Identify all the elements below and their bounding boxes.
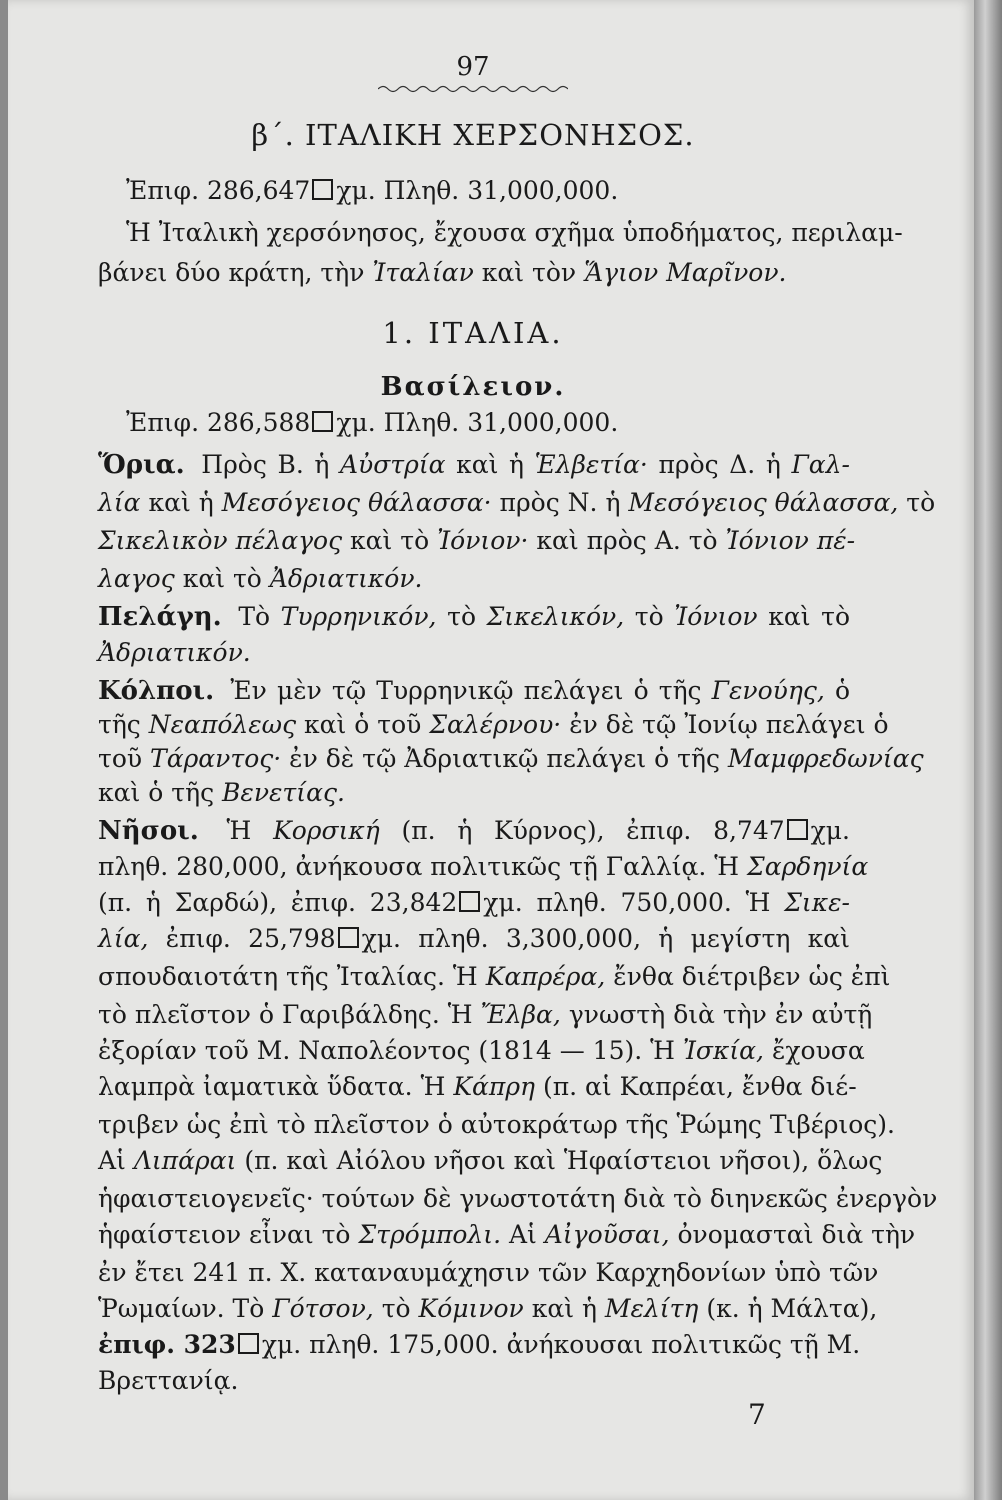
square-symbol-icon [459, 891, 480, 912]
square-symbol-icon [787, 819, 808, 840]
square-symbol-icon [238, 1333, 259, 1354]
intro-stats: Ἐπιφ. 286,647 χμ. Πληθ. 31,000,000. [126, 176, 619, 205]
nisoi-line-7: ἐξορίαν τοῦ Μ. Ναπολέοντος (1814 — 15). Ἡ Ἰσκία, ἔχουσα [98, 1036, 865, 1065]
nisoi-line-8: λαμπρὰ ἰαματικὰ ὕδατα. Ἡ Κάπρη (π. αἱ Καπρέαι, ἔνθα διέ- [98, 1072, 857, 1101]
kolpoi-line-2: τῆς Νεαπόλεως καὶ ὁ τοῦ Σαλέρνου· ἐν δὲ τῷ Ἰονίῳ πελάγει ὁ [98, 710, 889, 739]
section-title: β΄. ΙΤΑΛΙΚΗ ΧΕΡΣΟΝΗΣΟΣ. [251, 118, 695, 152]
square-symbol-icon [338, 927, 359, 948]
nisoi-line-4: λία, ἐπιφ. 25,798 χμ. πληθ. 3,300,000, ἡ μεγίστη καὶ [98, 924, 850, 953]
square-symbol-icon [312, 411, 333, 432]
nisoi-line-3: (π. ἡ Σαρδώ), ἐπιφ. 23,842 χμ. πληθ. 750,000. Ἡ Σικε- [98, 888, 850, 917]
kolpoi-line-3: τοῦ Τάραντος· ἐν δὲ τῷ Ἀδριατικῷ πελάγει ὁ τῆς Μαμφρεδωνίας [98, 744, 924, 773]
kingdom-stats: Ἐπιφ. 286,588 χμ. Πληθ. 31,000,000. [126, 408, 619, 437]
nisoi-line-2: πληθ. 280,000, ἀνήκουσα πολιτικῶς τῇ Γαλλίᾳ. Ἡ Σαρδηνία [98, 852, 869, 881]
kolpoi-line-4: καὶ ὁ τῆς Βενετίας. [98, 778, 345, 807]
nisoi-line-11: ἡφαιστειογενεῖς· τούτων δὲ γνωστοτάτη διὰ τὸ διηνεκῶς ἐνεργὸν [98, 1184, 938, 1213]
book-page [8, 0, 974, 1500]
country-title: 1. ΙΤΑΛΙΑ. [382, 316, 564, 350]
square-symbol-icon [312, 179, 333, 200]
nisoi-line-10: Αἱ Λιπάραι (π. καὶ Αἰόλου νῆσοι καὶ Ἡφαίστειοι νῆσοι), ὅλως [98, 1146, 883, 1175]
intro-line-1: Ἡ Ἰταλικὴ χερσόνησος, ἔχουσα σχῆμα ὑποδήματος, περιλαμ- [126, 218, 903, 247]
nisoi-line-9: τριβεν ὡς ἐπὶ τὸ πλεῖστον ὁ αὐτοκράτωρ τῆς Ῥώμης Τιβέριος). [98, 1110, 895, 1139]
nisoi-line-12: ἡφαίστειον εἶναι τὸ Στρόμπολι. Αἱ Αἰγοῦσαι, ὀνομασταὶ διὰ τὴν [98, 1220, 916, 1249]
nisoi-line-14: Ῥωμαίων. Τὸ Γότσον, τὸ Κόμινον καὶ ἡ Μελίτη (κ. ἡ Μάλτα), [98, 1294, 878, 1323]
oria-line-2: λία καὶ ἡ Μεσόγειος θάλασσα· πρὸς Ν. ἡ Μεσόγειος θάλασσα, τὸ [98, 488, 936, 517]
pelagi-line-2: Ἀδριατικόν. [98, 638, 251, 667]
signature-mark: 7 [748, 1398, 766, 1431]
oria-line-4: λαγος καὶ τὸ Ἀδριατικόν. [98, 564, 423, 593]
nisoi-line-15: ἐπιφ. 323 χμ. πληθ. 175,000. ἀνήκουσαι πολιτικῶς τῇ Μ. [98, 1330, 861, 1359]
nisoi-line-5: σπουδαιοτάτη τῆς Ἰταλίας. Ἡ Καπρέρα, ἔνθα διέτριβεν ὡς ἐπὶ [98, 962, 891, 991]
kolpoi-line-1: Κόλποι. Ἐν μὲν τῷ Τυρρηνικῷ πελάγει ὁ τῆς Γενούης, ὁ [98, 676, 850, 706]
intro-line-2: βάνει δύο κράτη, τὴν Ἰταλίαν καὶ τὸν Ἅγιον Μαρῖνον. [98, 258, 787, 287]
wavy-rule [378, 84, 568, 94]
oria-line-3: Σικελικὸν πέλαγος καὶ τὸ Ἰόνιον· καὶ πρὸς Α. τὸ Ἰόνιον πέ- [98, 526, 856, 555]
page-edge [974, 0, 1002, 1500]
kingdom-heading: Βασίλειον. [380, 372, 566, 402]
nisoi-line-6: τὸ πλεῖστον ὁ Γαριβάλδης. Ἡ Ἔλβα, γνωστὴ διὰ τὴν ἐν αὐτῇ [98, 1000, 873, 1029]
oria-line-1: Ὅρια. Πρὸς Β. ἡ Αὐστρία καὶ ἡ Ἑλβετία· πρὸς Δ. ἡ Γαλ- [98, 450, 850, 480]
page-number: 97 [456, 52, 490, 82]
pelagi-line-1: Πελάγη. Τὸ Τυρρηνικόν, τὸ Σικελικόν, τὸ Ἰόνιον καὶ τὸ [98, 602, 850, 632]
nisoi-line-1: Νῆσοι. Ἡ Κορσική (π. ἡ Κύρνος), ἐπιφ. 8,747 χμ. [98, 816, 850, 846]
nisoi-line-13: ἐν ἔτει 241 π. Χ. καταναυμάχησιν τῶν Καρχηδονίων ὑπὸ τῶν [98, 1258, 879, 1287]
nisoi-line-16: Βρεττανίᾳ. [98, 1366, 239, 1395]
